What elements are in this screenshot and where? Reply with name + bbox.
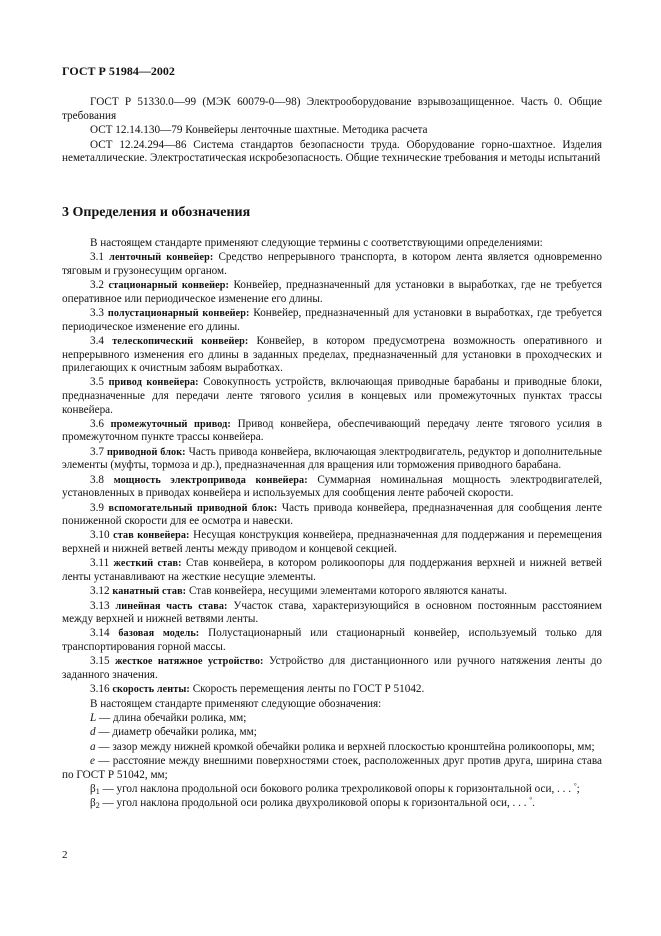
symbol-item [62, 797, 602, 811]
definition-item [62, 529, 602, 556]
symbol-item [62, 755, 602, 782]
symbol-description: — расстояние между внешними поверхностями стоек, расположенных друг против друга, ширина става по ГОСТ Р 51042, мм; [62, 754, 602, 781]
definition-item [62, 585, 602, 599]
definition-term: канатный став: [112, 586, 187, 598]
definition-item [62, 418, 602, 445]
symbol-letter: d [90, 726, 96, 739]
symbols-list [62, 712, 602, 811]
symbol-end: ; [576, 782, 580, 795]
definition-term: жесткий став: [113, 558, 182, 570]
definition-number: 3.3 [90, 307, 104, 320]
definition-number: 3.15 [90, 655, 110, 668]
definition-item [62, 655, 602, 682]
definition-term: привод конвейера: [108, 377, 199, 389]
definition-text: Привод конвейера, обеспечивающий передачу ленте тягового усилия в промежуточном пункте трассы конвейера. [62, 417, 603, 444]
reference-item: ГОСТ Р 51330.0—99 (МЭК 60079-0—98) Электрооборудование взрывозащищенное. Часть 0. Общие требования [62, 96, 602, 122]
symbol-letter: a [90, 740, 96, 753]
standard-header: ГОСТ Р 51984—2002 [62, 64, 175, 78]
definition-number: 3.1 [90, 251, 104, 264]
definition-text: Став конвейера, несущими элементами которого являются канаты. [186, 585, 508, 598]
definition-text: Конвейер, предназначенный для установки в выработках, где не требуется оперативное или периодическое изменение его длины. [62, 279, 603, 305]
definition-item [62, 335, 602, 376]
definition-term: ленточный конвейер: [109, 252, 214, 264]
symbol-end: . [532, 797, 535, 810]
definition-text: Суммарная номинальная мощность электродвигателей, установленных в приводах конвейера и используемых для сообщения ленте рабочей скорости. [62, 473, 603, 500]
definition-number: 3.16 [90, 683, 110, 696]
definition-term: приводной блок: [106, 446, 186, 458]
degree-mark: ° [573, 781, 577, 790]
symbol-item [62, 712, 602, 726]
degree-mark: ° [529, 796, 533, 805]
definition-number: 3.14 [90, 627, 110, 640]
symbol-subscript: 1 [95, 786, 100, 796]
definition-item [62, 683, 602, 697]
symbol-item [62, 726, 602, 740]
definition-text: Совокупность устройств, включающая приводные барабаны и приводные блоки, предназначенные для передачи ленте тягового усилия в концевых или промежуточных пунктах трассы конвейера. [62, 376, 602, 416]
definition-term: телескопический конвейер: [112, 336, 249, 348]
definition-text: Несущая конструкция конвейера, предназначенная для поддержания и перемещения верхней и нижней ветвей ленты между приводом и концевой секцией. [62, 529, 603, 555]
definition-term: жесткое натяжное устройство: [115, 656, 264, 668]
definition-term: промежуточный привод: [110, 418, 231, 430]
symbol-letter: e [90, 754, 95, 767]
definition-number: 3.4 [90, 335, 104, 348]
definition-number: 3.2 [90, 279, 104, 292]
symbol-item [62, 783, 602, 797]
symbol-item [62, 741, 602, 755]
page-number: 2 [62, 849, 68, 861]
section-title: 3 Определения и обозначения [62, 205, 251, 220]
definition-text: Скорость перемещения ленты по ГОСТ Р 51042. [189, 683, 425, 696]
definition-term: мощность электропривода конвейера: [113, 474, 308, 486]
reference-item: ОСТ 12.24.294—86 Система стандартов безопасности труда. Оборудование горно-шахтное. Изделия неметаллические. Электростатическая искробезопасность. Общие технические требования и методы испытаний [62, 138, 602, 165]
definition-text: Полустационарный или стационарный конвейер, используемый только для транспортирования горной массы. [62, 627, 603, 654]
definition-item [62, 502, 602, 529]
definition-text: Часть привода конвейера, предназначенная для сообщения ленте пониженной скорости для ее осмотра и навески. [62, 501, 602, 528]
definition-term: полустационарный конвейер: [107, 308, 250, 320]
definition-text: Став конвейера, в котором роликоопоры для поддержания верхней и нижней ветвей ленты устанавливают на жесткие несущие элементы. [62, 557, 602, 583]
definition-term: скорость ленты: [112, 684, 190, 696]
definition-number: 3.12 [90, 585, 110, 598]
symbol-letter: L [90, 711, 97, 724]
definition-text: Устройство для дистанционного или ручного натяжения ленты до заданного значения. [62, 655, 602, 681]
definition-term: вспомогательный приводной блок: [108, 502, 278, 514]
definition-text: Средство непрерывного транспорта, в котором лента является одновременно тяговым и грузонесущим органом. [62, 251, 602, 277]
definition-term: линейная часть става: [115, 600, 228, 612]
symbol-description: — длина обечайки ролика, мм; [96, 711, 247, 724]
definition-text: Участок става, характеризующийся в основном постоянным расстоянием между верхней и нижней ветвями ленты. [62, 599, 603, 626]
definition-item [62, 307, 602, 334]
definition-number: 3.8 [90, 473, 104, 486]
symbols-intro: В настоящем стандарте применяют следующие обозначения: [90, 697, 382, 710]
definition-text: Конвейер, в котором предусмотрена возможность оперативного и непрерывного изменения его длины в заданных пределах, предназначенный для установки в проходческих и прилегающих к очистным забоям выработках. [62, 335, 602, 375]
definition-term: базовая модель: [118, 628, 200, 640]
symbol-description: — угол наклона продольной оси ролика двухроликовой опоры к горизонтальной оси, . . . [99, 797, 530, 810]
definition-item [62, 251, 602, 278]
definition-number: 3.6 [90, 417, 104, 430]
definition-item [62, 446, 602, 473]
reference-item: ОСТ 12.14.130—79 Конвейеры ленточные шахтные. Методика расчета [90, 124, 428, 137]
symbol-letter: β [90, 782, 96, 795]
definitions-body [62, 237, 602, 812]
symbol-letter: β [90, 797, 96, 810]
definition-number: 3.10 [90, 529, 110, 542]
definition-term: стационарный конвейер: [108, 280, 229, 292]
definition-item [62, 557, 602, 584]
definition-number: 3.13 [90, 599, 110, 612]
definition-text: Конвейер, предназначенный для установки в выработках, где требуется периодическое изменение его длины. [62, 307, 602, 333]
definition-number: 3.11 [90, 557, 110, 570]
definition-item [62, 600, 602, 627]
symbol-description: — диаметр обечайки ролика, мм; [95, 726, 257, 739]
definitions-intro: В настоящем стандарте применяют следующие термины с соответствующими определениями: [90, 237, 543, 249]
definition-text: Часть привода конвейера, включающая электродвигатель, редуктор и дополнительные элементы (муфты, тормоза и др.), предназначенная для вращения или торможения приводного барабана. [62, 445, 603, 472]
definition-number: 3.7 [90, 445, 104, 458]
normative-references [62, 96, 602, 167]
definition-item [62, 474, 602, 501]
definition-item [62, 279, 602, 306]
definition-number: 3.5 [90, 376, 104, 389]
symbol-description: — угол наклона продольной оси бокового ролика трехроликовой опоры к горизонтальной оси, . . . [99, 782, 574, 795]
symbol-subscript: 2 [95, 801, 100, 811]
definition-number: 3.9 [90, 501, 104, 514]
definitions-list [62, 251, 602, 696]
symbol-description: — зазор между нижней кромкой обечайки ролика и верхней плоскостью кронштейна роликоопоры, мм; [95, 740, 595, 753]
definition-term: став конвейера: [113, 530, 190, 542]
definition-item [62, 627, 602, 654]
definition-item [62, 376, 602, 417]
